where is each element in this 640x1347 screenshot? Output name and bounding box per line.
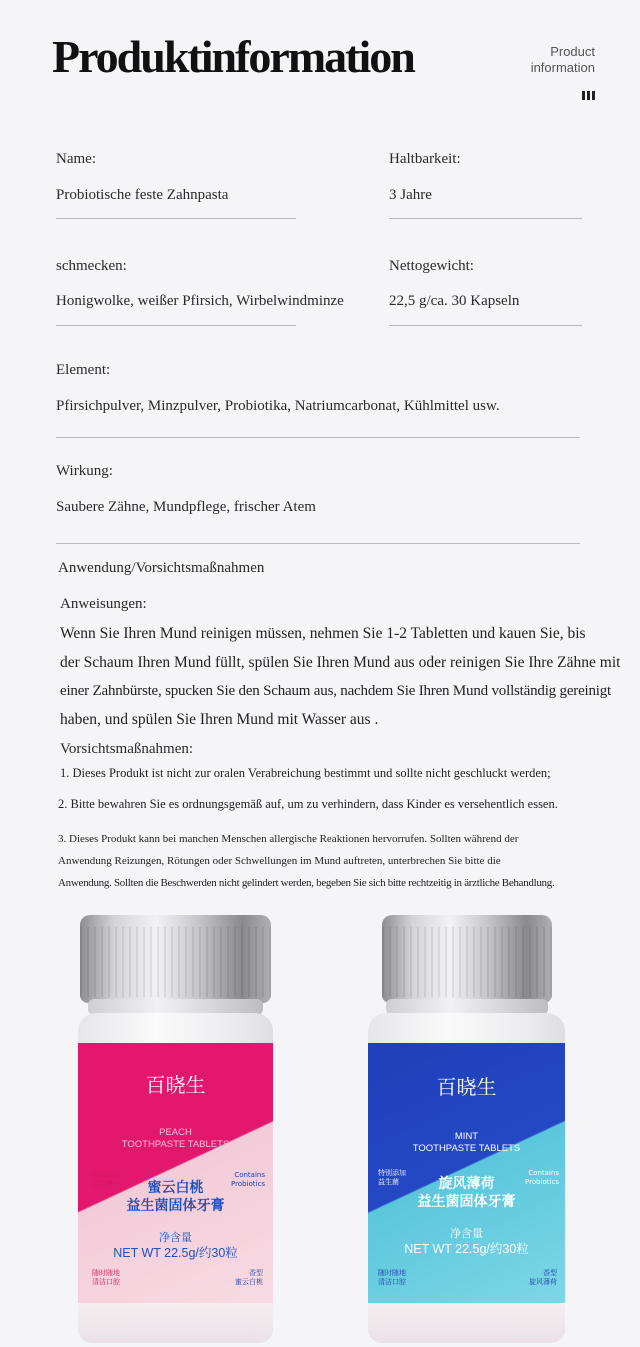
jar-cap xyxy=(80,915,271,1003)
bottom-text-right xyxy=(529,1269,557,1287)
precaution-3 xyxy=(58,828,638,894)
page-subtitle: Product information xyxy=(530,44,595,75)
jar-body xyxy=(78,1013,273,1343)
precaution-2: 2. Bitte bewahren Sie es ordnungsgemäß auf, um zu verhindern, dass Kinder es versehentlich essen. xyxy=(58,797,558,811)
jar-cap xyxy=(382,915,552,1003)
brand-name: 百晓生 xyxy=(145,1073,206,1097)
element-label: Element: xyxy=(56,362,111,378)
side-text-line: 清洁口腔 xyxy=(92,1278,120,1286)
net-weight: NET WT 22.5g/约30粒 xyxy=(113,1246,238,1260)
side-text-line: Contains xyxy=(234,1171,265,1179)
bottom-text-left xyxy=(378,1269,406,1287)
net-weight-label: Nettogewicht: xyxy=(389,258,474,274)
divider xyxy=(389,218,582,219)
jar-label xyxy=(78,1043,273,1303)
divider xyxy=(56,218,296,219)
side-text-line: 益生菌 xyxy=(92,1180,113,1188)
product-name-cn-line: 旋风薄荷 xyxy=(438,1176,495,1192)
precautions-label: Vorsichtsmaßnahmen: xyxy=(60,741,194,757)
side-text-line: 蜜云白桃 xyxy=(235,1278,263,1286)
tablets xyxy=(368,1303,565,1343)
net-weight-cn: 净含量 xyxy=(159,1231,192,1244)
instructions-line: haben, und spülen Sie Ihren Mund mit Wasser aus . xyxy=(60,710,379,728)
brand-name: 百晓生 xyxy=(436,1075,497,1099)
product-name-en-line: MINT xyxy=(454,1131,479,1142)
precaution-3-line: 3. Dieses Produkt kann bei manchen Menschen allergische Reaktionen hervorrufen. Sollten während der xyxy=(58,833,519,845)
usage-heading: Anwendung/Vorsichtsmaßnahmen xyxy=(58,560,265,576)
side-text-line: 特别添加 xyxy=(92,1171,120,1179)
precaution-3-line: Anwendung. Sollten die Beschwerden nicht gelindert werden, begeben Sie sich bitte rechtzeitig in ärztliche Behandlung. xyxy=(58,877,555,889)
divider xyxy=(56,543,580,544)
element-value: Pfirsichpulver, Minzpulver, Probiotika, Natriumcarbonat, Kühlmittel usw. xyxy=(56,398,500,414)
effect-value: Saubere Zähne, Mundpflege, frischer Atem xyxy=(56,499,316,515)
shelf-life-value: 3 Jahre xyxy=(389,187,432,203)
side-text-line: Probiotics xyxy=(231,1180,265,1188)
precaution-1: 1. Dieses Produkt ist nicht zur oralen Verabreichung bestimmt und sollte nicht geschluckt werden; xyxy=(60,766,551,780)
bottom-text-left xyxy=(92,1269,120,1287)
product-jar-mint xyxy=(368,915,565,1343)
divider xyxy=(56,325,296,326)
product-jar-peach xyxy=(78,915,273,1343)
product-name-en xyxy=(78,1127,273,1151)
bars-icon xyxy=(582,91,595,100)
instructions-line: einer Zahnbürste, spucken Sie den Schaum aus, nachdem Sie Ihren Mund vollständig gereinigt xyxy=(60,683,612,699)
shelf-life-label: Haltbarkeit: xyxy=(389,151,461,167)
product-name-cn-line: 蜜云白桃 xyxy=(147,1180,204,1196)
instructions-line: Wenn Sie Ihren Mund reinigen müssen, nehmen Sie 1-2 Tabletten und kauen Sie, bis xyxy=(60,625,586,642)
side-text-line: 特别添加 xyxy=(378,1169,406,1177)
net-weight: NET WT 22.5g/约30粒 xyxy=(404,1242,529,1256)
side-text-line: 旋风薄荷 xyxy=(529,1278,557,1286)
side-text-line: 随时随地 xyxy=(92,1269,120,1277)
product-name-en-line: TOOTHPASTE TABLETS xyxy=(121,1139,230,1150)
side-text-line: 香型 xyxy=(543,1269,557,1277)
page-title: Produktinformation xyxy=(52,31,414,82)
tablets xyxy=(78,1303,273,1343)
side-text-line: 随时随地 xyxy=(378,1269,406,1277)
side-text-line: Probiotics xyxy=(525,1178,559,1186)
instructions-text xyxy=(60,620,635,734)
divider xyxy=(56,437,580,438)
side-text-line: 香型 xyxy=(249,1269,263,1277)
precaution-3-line: Anwendung Reizungen, Rötungen oder Schwellungen im Mund auftreten, unterbrechen Sie bitte die xyxy=(58,855,501,867)
bottom-text-right xyxy=(235,1269,263,1287)
side-text-line: Contains xyxy=(528,1169,559,1177)
product-name-en xyxy=(368,1131,565,1155)
jar-body xyxy=(368,1013,565,1343)
product-name-en-line: PEACH xyxy=(159,1127,192,1138)
product-name-en-line: TOOTHPASTE TABLETS xyxy=(412,1143,521,1154)
instructions-line: der Schaum Ihren Mund füllt, spülen Sie Ihren Mund aus oder reinigen Sie Ihre Zähne mit xyxy=(60,653,621,671)
product-name-cn xyxy=(368,1175,565,1211)
product-name-cn-line: 益生菌固体牙膏 xyxy=(417,1194,516,1210)
net-weight-value: 22,5 g/ca. 30 Kapseln xyxy=(389,293,520,309)
name-label: Name: xyxy=(56,151,96,167)
net-weight-cn: 净含量 xyxy=(450,1227,483,1240)
divider xyxy=(389,325,582,326)
instructions-label: Anweisungen: xyxy=(60,596,147,612)
taste-value: Honigwolke, weißer Pfirsich, Wirbelwindminze xyxy=(56,293,344,309)
product-name-cn xyxy=(78,1179,273,1215)
effect-label: Wirkung: xyxy=(56,463,113,479)
side-text-line: 清洁口腔 xyxy=(378,1278,406,1286)
side-text-line: 益生菌 xyxy=(378,1178,399,1186)
product-name-cn-line: 益生菌固体牙膏 xyxy=(126,1198,225,1214)
jar-label xyxy=(368,1043,565,1303)
name-value: Probiotische feste Zahnpasta xyxy=(56,187,229,203)
taste-label: schmecken: xyxy=(56,258,127,274)
